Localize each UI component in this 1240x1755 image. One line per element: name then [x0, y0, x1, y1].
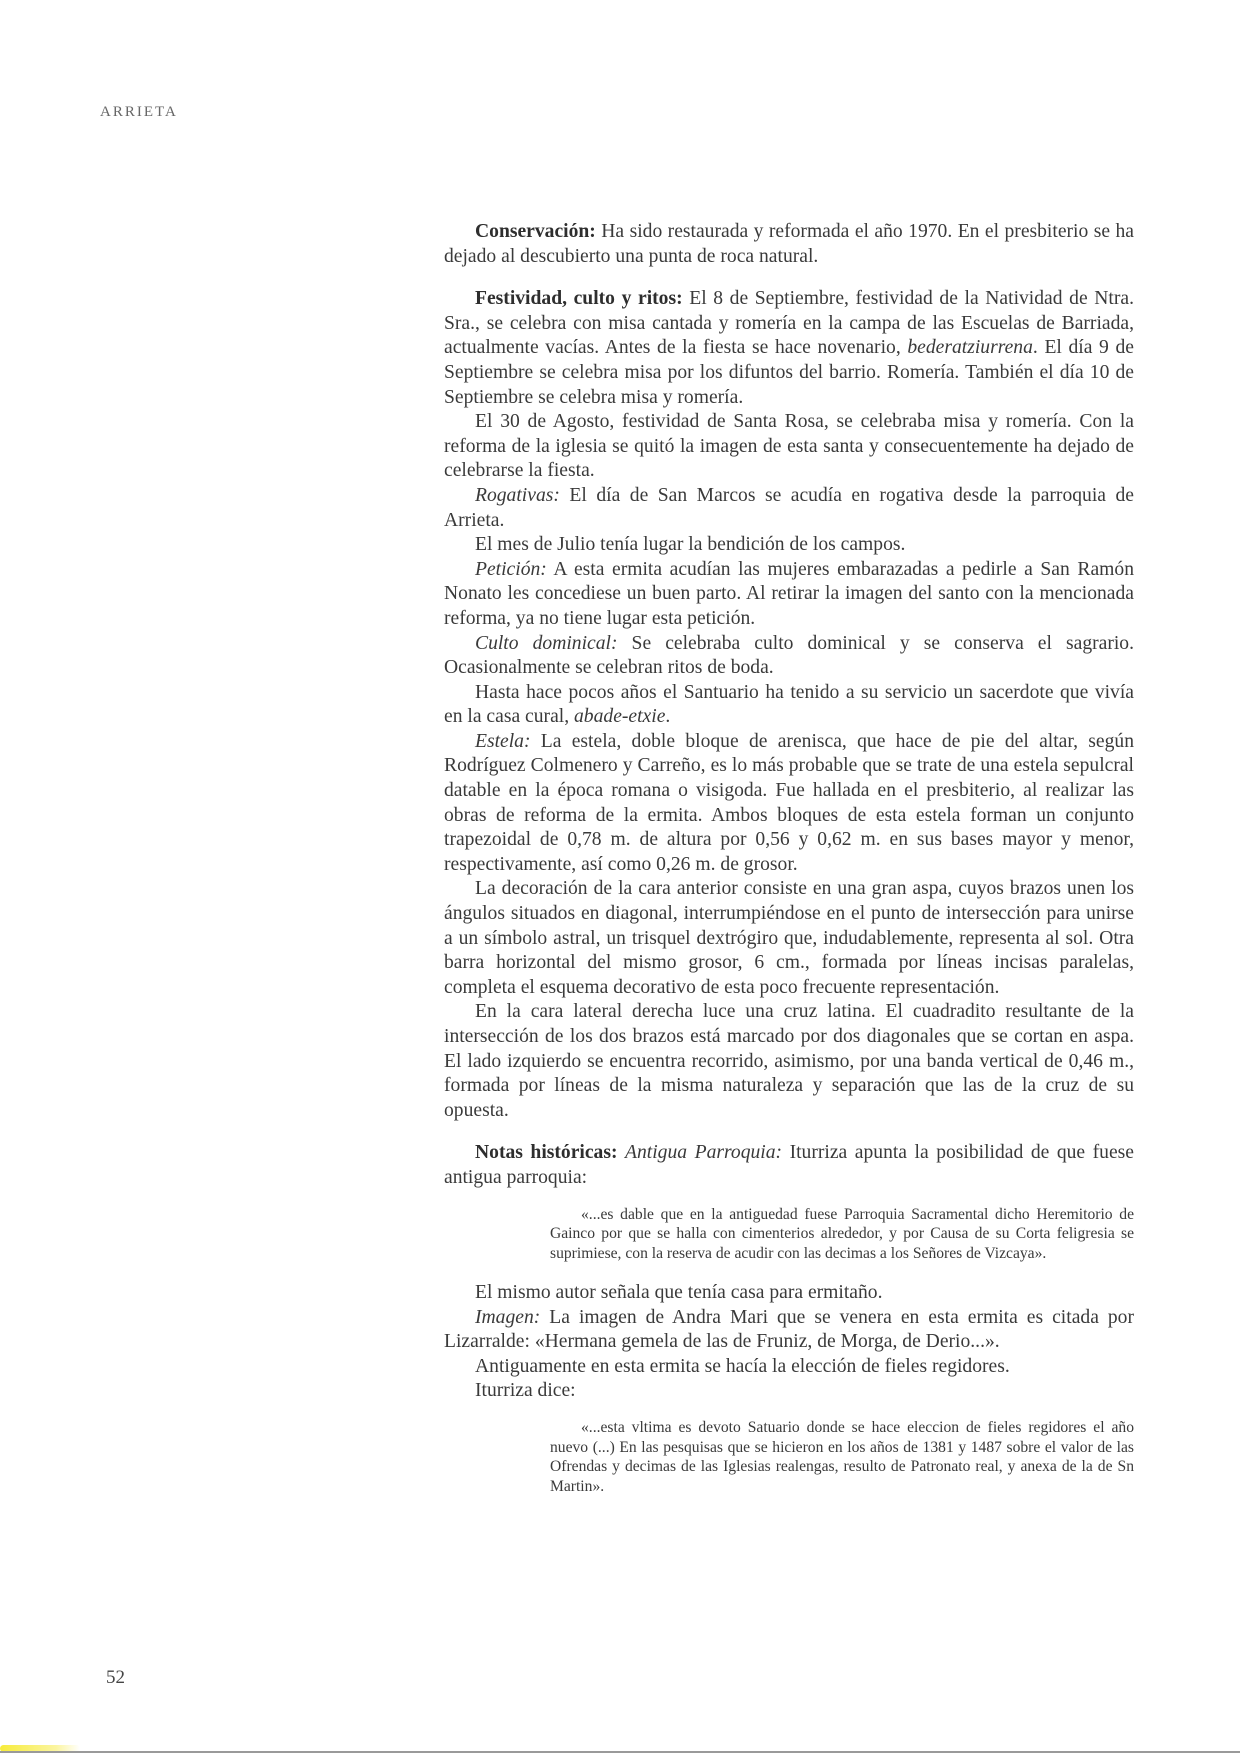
paragraph-decoracion: La decoración de la cara anterior consiste en una gran aspa, cuyos brazos unen los ángulos situados en diagonal, interrumpiéndose en el punto de intersección para unirse a un símbolo astral, un trisquel dextrógiro que, indudablemente, representa al sol. Otra barra horizontal del mismo grosor, 6 cm., formada por líneas incisas paralelas, completa el esquema decorativo de esta poco frecuente representación.: [444, 878, 1134, 998]
paragraph-notas-historicas: [444, 1141, 1134, 1190]
santuario-text: Hasta hace pocos años el Santuario ha tenido a su servicio un sacerdote que vivía en la casa cural,: [444, 681, 1134, 728]
page-number: 52: [106, 1667, 125, 1688]
paragraph-estela: [444, 730, 1134, 878]
section-heading-festividad: Festividad, culto y ritos:: [475, 288, 683, 310]
bottom-rule: [0, 1751, 1240, 1753]
peticion-text: A esta ermita acudían las mujeres embarazadas a pedirle a San Ramón Nonato les concediese un buen parto. Al retirar la imagen del santo con la mencionada reforma, ya no tiene lugar esta petición.: [444, 558, 1134, 629]
estela-text: La estela, doble bloque de arenisca, que hace de pie del altar, según Rodríguez Colmenero y Carreño, es lo más probable que se trate de una estela sepulcral datable en la época romana o visigoda. Fue hallada en el presbiterio, al realizar las obras de reforma de la ermita. Ambos bloques de esta estela forman un conjunto trapezoidal de 0,78 m. de altura por 0,56 y 0,62 m. en sus bases mayor y menor, respectivamente, así como 0,26 m. de grosor.: [444, 730, 1134, 875]
santuario-end: .: [665, 706, 671, 728]
culto-text: Se celebraba culto dominical y se conserva el sagrario. Ocasionalmente se celebran ritos de boda.: [444, 632, 1135, 679]
paragraph-cara-lateral: En la cara lateral derecha luce una cruz latina. El cuadradito resultante de la intersección de los dos brazos está marcado por dos diagonales que se cortan en aspa. El lado izquierdo se encuentra recorrido, asimismo, por una banda vertical de 0,46 m., formada por líneas de la misma naturaleza y separación que las de la cruz de su opuesta.: [444, 1001, 1134, 1121]
main-text-column: [444, 220, 1134, 1496]
peticion-label: Petición:: [475, 558, 547, 580]
paragraph-julio: El mes de Julio tenía lugar la bendición de los campos.: [475, 534, 906, 556]
paragraph-imagen: [444, 1306, 1134, 1355]
rogativas-text: El día de San Marcos se acudía en rogativa desde la parroquia de Arrieta.: [444, 484, 1134, 531]
antigua-parroquia-label: Antigua Parroquia:: [625, 1142, 783, 1164]
paragraph-culto-dominical: [444, 632, 1134, 681]
festividad-text-2: . El día 9 de Septiembre se celebra misa por los difuntos del barrio. Romería. También el día 10 de Septiembre se celebra misa y romería.: [444, 337, 1134, 408]
imagen-label: Imagen:: [475, 1306, 541, 1328]
paragraph-iturriza-dice: Iturriza dice:: [475, 1380, 576, 1402]
running-head: ARRIETA: [100, 104, 178, 120]
section-heading-notas: Notas históricas:: [475, 1142, 618, 1164]
paragraph-santuario: [444, 681, 1134, 730]
culto-label: Culto dominical:: [475, 632, 618, 654]
paragraph-festividad: [444, 287, 1134, 410]
paragraph-santa-rosa: El 30 de Agosto, festividad de Santa Rosa, se celebraba misa y romería. Con la reforma de la iglesia se quitó la imagen de esta santa y consecuentemente ha dejado de celebrarse la fiesta.: [444, 411, 1134, 482]
estela-label: Estela:: [475, 730, 531, 752]
paragraph-eleccion: Antiguamente en esta ermita se hacía la elección de fieles regidores.: [475, 1355, 1010, 1377]
notas-text: Iturriza apunta la posibilidad de que fuese antigua parroquia:: [444, 1142, 1134, 1188]
festividad-term: bederatziurrena: [907, 337, 1033, 359]
section-heading-conservacion: Conservación:: [475, 221, 596, 242]
paragraph-rogativas: [444, 484, 1134, 533]
imagen-text: La imagen de Andra Mari que se venera en esta ermita es citada por Lizarralde: «Hermana gemela de las de Fruniz, de Morga, de Derio...».: [444, 1306, 1134, 1353]
festividad-text-1: El 8 de Septiembre, festividad de la Natividad de Ntra. Sra., se celebra con misa cantada y romería en la campa de las Escuelas de Barriada, actualmente vacías. Antes de la fiesta se hace novenario,: [444, 288, 1134, 359]
santuario-term: abade-etxie: [574, 706, 666, 728]
block-quote-1: «...es dable que en la antiguedad fuese Parroquia Sacramental dicho Heremitorio de Gainco por que se halla con cimenterios alrededor, y por Causa de su Corta feligresia se suprimiese, con la reserva de acudir con las decimas a los Señores de Vizcaya».: [550, 1205, 1134, 1262]
block-quote-2: «...esta vltima es devoto Satuario donde se hace eleccion de fieles regidores el año nuevo (...) En las pesquisas que se hicieron en los años de 1381 y 1487 sobre el valor de las Ofrendas y decimas de las Iglesias realengas, resulto de Patronato real, y anexa de la de Sn Martin».: [550, 1419, 1134, 1495]
paragraph-conservacion: [444, 220, 1134, 269]
rogativas-label: Rogativas:: [475, 484, 560, 506]
paragraph-peticion: [444, 558, 1134, 632]
paragraph-ermitano: El mismo autor señala que tenía casa para ermitaño.: [475, 1282, 883, 1304]
conservacion-text: Ha sido restaurada y reformada el año 1970. En el presbiterio se ha dejado al descubierto una punta de roca natural.: [444, 221, 1134, 267]
